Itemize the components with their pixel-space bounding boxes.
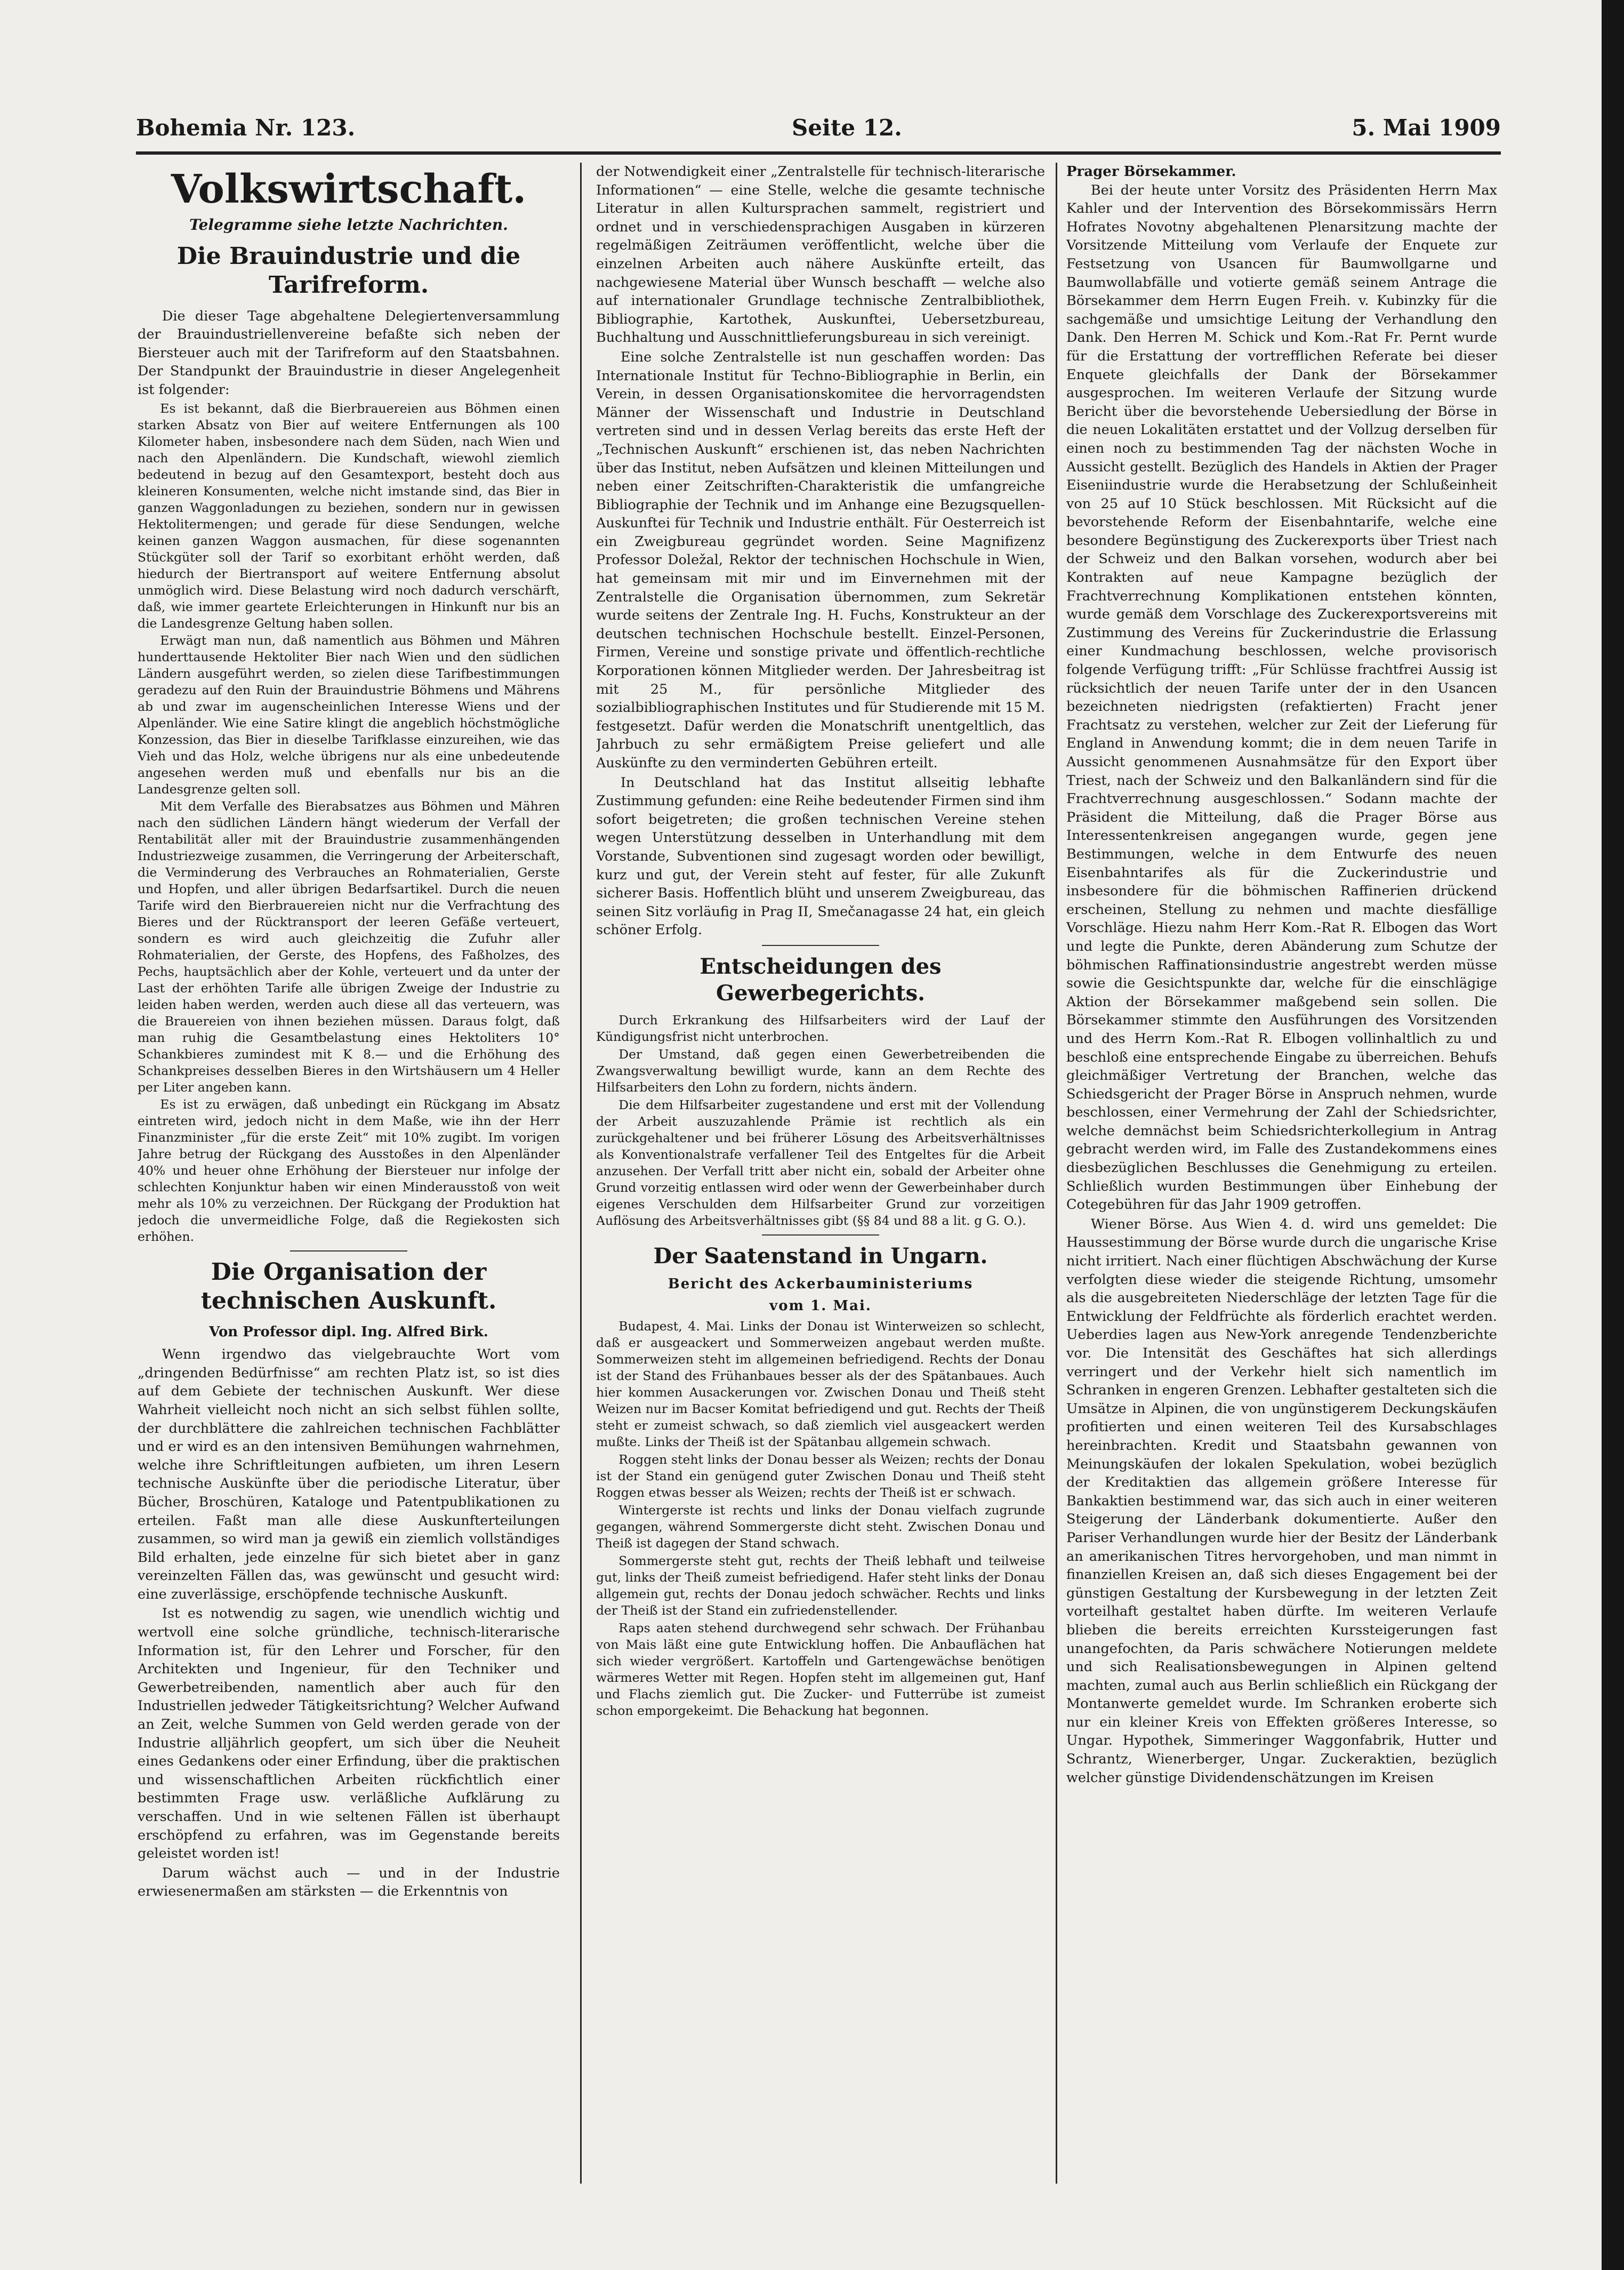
section-rule xyxy=(762,945,879,946)
header-date: 5. Mai 1909 xyxy=(1352,115,1501,141)
article-paragraph: Roggen steht links der Donau besser als Weizen; rechts der Donau ist der Stand ein genügend guter Zwischen Donau und Theiß steht Roggen etwas besser als Weizen; rechts der Theiß ist er schwach. xyxy=(596,1452,1045,1501)
column-2 xyxy=(596,163,1045,2184)
article-paragraph: Bei der heute unter Vorsitz des Präsidenten Herrn Max Kahler und der Intervention des Börsekommissärs Herrn Hofrates Novotny abgehaltenen Plenarsitzung machte der Vorsitzende Mitteilung vom Verlaufe der Enquete zur Festsetzung von Usancen für Baumwollgarne und Baumwollabfälle und votierte gemäß seinem Antrage die Börsekammer dem Herrn Eugen Freih. v. Kubinzky für die sachgemäße und umsichtige Leitung der Verhandlung den Dank. Den Herren M. Schick und Kom.-Rat Fr. Pernt wurde für die Erstattung der vortrefflichen Referate bei dieser Enquete gleichfalls der Dank der Börsekammer ausgesprochen. Im weiteren Verlaufe der Sitzung wurde Bericht über die bevorstehende Uebersiedlung der Börse in die neuen Lokalitäten erstattet und der Vollzug derselben für einen noch zu bestimmenden Tag der nächsten Woche in Aussicht gestellt. Bezüglich des Handels in Aktien der Prager Eiseniindustrie wurde die Herabsetzung der Schlußeinheit von 25 auf 10 Stück beschlossen. Mit Rücksicht auf die bevorstehende Reform der Eisenbahntarife, welche eine besondere Begünstigung des Zuckerexports über Triest nach der Schweiz und den Balkan vorsehen, wodurch aber bei Kontrakten auf neue Kampagne bezüglich der Frachtverrechnung Komplikationen entstehen könnten, wurde gemäß dem Vorschlage des Zuckerexportsvereins mit Zustimmung des Vereins für Zuckerindustrie die Erlassung einer Kundmachung beschlossen, welche provisorisch folgende Verfügung trifft: „Für Schlüsse frachtfrei Aussig ist rücksichtlich der neuen Tarife unter der in den Usancen bezeichneten niedrigsten (refaktierten) Fracht jener Frachtsatz zu verstehen, welcher zur Zeit der Lieferung für England in Anwendung kommt; die in dem neuen Tarife in Aussicht genommenen Ausnahmsätze für den Export über Triest, nach der Schweiz und den Balkanländern sind für die Frachtverrechnung ausgeschlossen.“ Sodann machte der Präsident die Mitteilung, daß die Prager Börse aus Interessentenkreisen angegangen wurde, gegen jene Bestimmungen, welche in dem Entwurfe des neuen Eisenbahntarifes als für die Zuckerindustrie und insbesondere für die böhmischen Raffinerien drückend erscheinen, Stellung zu nehmen und machte diesfällige Vorschläge. Hiezu nahm Herr Kom.-Rat R. Elbogen das Wort und legte die Punkte, deren Abänderung zum Schutze der böhmischen Raffinationsindustrie angestrebt werden müsse sowie die Gesichtspunkte dar, welche für die einschlägige Aktion der Börsekammer maßgebend sein sollen. Die Börsekammer stimmte den Ausführungen des Vorsitzenden und des Herrn Kom.-Rat R. Elbogen vollinhaltlich zu und beschloß eine entsprechende Eingabe zu überreichen. Behufs gleichmäßiger Vertretung der Branchen, welche das Schiedsgericht der Prager Börse in Anspruch nehmen, wurde beschlossen, einer Vermehrung der Zahl der Schiedsrichter, welche demnächst beim Schiedsrichterkollegium in Antrag gebracht werden wird, im Falle des Zustandekommens eines diesbezüglichen Beschlusses die Genehmigung zu erteilen. Schließlich wurden Bestimmungen über Einhebung der Cotegebühren für das Jahr 1909 getroffen. xyxy=(1066,182,1497,1213)
section-rule xyxy=(290,1250,407,1252)
article-subheading: vom 1. Mai. xyxy=(769,1297,872,1314)
article-title-brauindustrie: Die Brauindustrie und die Tarifreform. xyxy=(176,242,521,299)
article-paragraph: Darum wächst auch — und in der Industrie erwiesenermaßen am stärksten — die Erkenntnis von xyxy=(138,1865,560,1900)
column-divider-2 xyxy=(1056,163,1057,2184)
article-paragraph: Sommergerste steht gut, rechts der Theiß lebhaft und teilweise gut, links der Theiß zumeist befriedigend. Hafer steht links der Donau allgemein gut, rechts der Donau jedoch schwächer. Rechts und links der Theiß ist der Stand ein zufriedenstellender. xyxy=(596,1553,1045,1618)
section-rule xyxy=(762,1234,879,1236)
article-paragraph: Mit dem Verfalle des Bierabsatzes aus Böhmen und Mähren nach den südlichen Ländern hängt wiederum der Verfall der Rentabilität aller mit der Brauindustrie zusammenhängenden Industriezweige zusammen, die Verringerung der Arbeiterschaft, die Verminderung des Verbrauches an Rohmaterialien, Gerste und Hopfen, und aller übrigen Bedarfsartikel. Durch die neuen Tarife wird den Bierbrauereien nicht nur die Verfrachtung des Bieres und der Rücktransport der leeren Gefäße verteuert, sondern es wird auch gleichzeitig die Zufuhr aller Rohmaterialien, der Gerste, des Hopfens, des Faßholzes, des Pechs, hauptsächlich aber der Kohle, verteuert und da unter der Last der erhöhten Tarife alle übrigen Zweige der Industrie zu leiden haben werden, werden auch diese all das verteuern, was die Brauereien von ihnen beziehen müssen. Daraus folgt, daß man ruhig die Gesamtbelastung eines Hektoliters 10° Schankbieres zumindest mit K 8.— und die Erhöhung des Schankpreises desselben Bieres in den Wirtshäusern um 4 Heller per Liter angeben kann. xyxy=(138,798,560,1095)
column-3 xyxy=(1066,163,1497,2184)
page-header xyxy=(136,115,1501,152)
column-1 xyxy=(138,163,560,2184)
header-issue: Bohemia Nr. 123. xyxy=(136,115,356,141)
article-paragraph: Der Umstand, daß gegen einen Gewerbetreibenden die Zwangsverwaltung bewilligt wurde, kann an dem Rechte des Hilfsarbeiters den Lohn zu fordern, nichts ändern. xyxy=(596,1046,1045,1095)
article-paragraph: der Notwendigkeit einer „Zentralstelle für technisch-literarische Informationen“ — eine Stelle, welche die gesamte technische Literatur in allen Kultursprachen sammelt, registriert und ordnet und in verschiedensprachigen Ausgaben in kürzeren regelmäßigen Zeiträumen veröffentlicht, welche über die einzelnen Arbeiten auch nähere Auskünfte erteilt, das nachgewiesene Material über Wunsch beschafft — welche also auf internationaler Grundlage technische Zentralbibliothek, Bibliographie, Kartothek, Auskunftei, Uebersetzbureau, Buchhaltung und Ausschnittlieferungsbureau in sich vereinigt. xyxy=(596,164,1045,346)
article-subheading: Bericht des Ackerbauministeriums xyxy=(668,1276,974,1292)
article-paragraph: Wenn irgendwo das vielgebrauchte Wort vom „dringenden Bedürfnisse“ am rechten Platz ist, so ist dies auf dem Gebiete der technischen Auskunft. Wer diese Wahrheit vielleicht noch nicht an sich selbst fühlen sollte, der durchblättere die zahlreichen technischen Fachblätter und er wird es an den intensiven Bemühungen wahrnehmen, welche ihre Schriftleitungen aufbieten, um ihren Lesern technische Auskünfte über die periodische Literatur, über Bücher, Broschüren, Kataloge und Patentpublikationen zu erteilen. Faßt man alle diese Auskunfterteilungen zusammen, so wird man ja gewiß ein ziemlich vollständiges Bild erhalten, jede einzelne für sich bietet aber in ganz vereinzelten Fällen das, was gewünscht und gesucht wird: eine zuverlässige, erschöpfende technische Auskunft. xyxy=(138,1346,560,1602)
article-paragraph: Durch Erkrankung des Hilfsarbeiters wird der Lauf der Kündigungsfrist nicht unterbrochen. xyxy=(596,1012,1045,1044)
article-paragraph: Die dieser Tage abgehaltene Delegiertenversammlung der Brauindustriellenvereine befaßte sich neben der Biersteuer auch mit der Tarifreform auf den Staatsbahnen. Der Standpunkt der Brauindustrie in dieser Angelegenheit ist folgender: xyxy=(138,308,560,398)
column-divider-1 xyxy=(580,163,582,2184)
article-title-gewerbegericht: Entscheidungen des Gewerbegerichts. xyxy=(700,953,942,1006)
article-title-saatenstand: Der Saatenstand in Ungarn. xyxy=(653,1243,988,1269)
article-title-organisation: Die Organisation der technischen Auskunft. xyxy=(200,1258,497,1314)
article-paragraph: Budapest, 4. Mai. Links der Donau ist Winterweizen so schlecht, daß er ausgeackert und Sommerweizen angebaut werden mußte. Sommerweizen steht im allgemeinen befriedigend. Rechts der Donau ist der Stand des Frühanbaues besser als der des Spätanbaues. Auch hier kommen Ausackerungen vor. Zwischen Donau und Theiß steht Weizen nur im Bacser Komitat befriedigend und gut. Rechts der Theiß steht er zumeist schwach, so daß ziemlich viel ausgeackert werden mußte. Links der Theiß ist der Spätanbau allgemein schwach. xyxy=(596,1319,1045,1450)
article-paragraph: Es ist zu erwägen, daß unbedingt ein Rückgang im Absatz eintreten wird, jedoch nicht in dem Maße, wie ihn der Herr Finanzminister „für die erste Zeit“ mit 10% zugibt. Im vorigen Jahre betrug der Rückgang des Ausstoßes in den Alpenländer 40% und heuer ohne Erhöhung der Biersteuer nur infolge der schlechten Konjunktur haben wir einen Minderausstoß von weit mehr als 10% zu verzeichnen. Der Rückgang der Produktion hat jedoch die unvermeidliche Folge, daß die Regiekosten sich erhöhen. xyxy=(138,1096,560,1244)
article-byline: Von Professor dipl. Ing. Alfred Birk. xyxy=(209,1324,488,1340)
scan-border xyxy=(1602,0,1624,2270)
article-paragraph: Die dem Hilfsarbeiter zugestandene und erst mit der Vollendung der Arbeit auszuzahlende Prämie ist rechtlich als ein zurückgehaltener und bei früherer Lösung des Arbeitsverhältnisses als Konventionalstrafe verfallener Teil des Entgeltes für die Arbeit anzusehen. Der Verfall tritt aber nicht ein, sobald der Arbeiter ohne Grund vorzeitig entlassen wird oder wenn der Gewerbeinhaber durch eigenes Verschulden dem Hilfsarbeiter Grund zur vorzeitigen Auflösung des Arbeitsverhältnisses gibt (§§ 84 und 88 a lit. g G. O.). xyxy=(596,1097,1045,1228)
article-paragraph: Erwägt man nun, daß namentlich aus Böhmen und Mähren hunderttausende Hektoliter Bier nach Wien und den südlichen Ländern ausgeführt werden, so zielen diese Tarifbestimmungen geradezu auf den Ruin der Brauindustrie Böhmens und Mährens ab und zwar im augenscheinlichen Interesse Wiens und der Alpenländer. Wie eine Satire klingt die angeblich höchstmögliche Konzession, das Bier in dieselbe Tarifklasse einzureihen, wie das Vieh und das Holz, welche übrigens nur als eine unbedeutende angesehen werden muß und ebenfalls nur bis an die Landesgrenze gelten soll. xyxy=(138,632,560,797)
article-paragraph: Raps aaten stehend durchwegend sehr schwach. Der Frühanbau von Mais läßt eine gute Entwicklung hoffen. Die Anbauflächen hat sich wieder vergrößert. Kartoffeln und Gartengewächse benötigen wärmeres Wetter mit Regen. Hopfen steht im allgemeinen gut, Hanf und Flachs ziemlich gut. Die Zucker- und Futterrübe ist zumeist schon emporgekeimt. Die Behackung hat begonnen. xyxy=(596,1621,1045,1719)
article-title-boersekammer: Prager Börsekammer. xyxy=(1066,164,1236,180)
article-paragraph: Wintergerste ist rechts und links der Donau vielfach zugrunde gegangen, während Sommergerste dicht steht. Zwischen Donau und Theiß ist dagegen der Stand schwach. xyxy=(596,1503,1045,1551)
section-title: Volkswirtschaft. xyxy=(171,166,527,212)
article-paragraph: Eine solche Zentralstelle ist nun geschaffen worden: Das Internationale Institut für Techno-Bibliographie in Berlin, ein Verein, in dessen Organisationskomitee die hervorragendsten Männer der Wissenschaft und Industrie in Deutschland vertreten sind und in dessen Verlag bereits das erste Heft der „Technischen Auskunft“ erschienen ist, das neben Nachrichten über das Institut, neben Aufsätzen und kleinen Mitteilungen und neben einer Zeitschriften-Charakteristik die umfangreiche Bibliographie der Technik und im Anhange eine Bezugsquellen-Auskunftei für Technik und Industrie enthält. Für Oesterreich ist ein Zweigbureau gegründet worden. Seine Magnifizenz Professor Doležal, Rektor der technischen Hochschule in Wien, hat gemeinsam mit mir und im Einvernehmen mit der Zentralstelle die Organisation übernommen, zum Sekretär wurde seitens der Zentrale Ing. H. Fuchs, Konstrukteur an der deutschen technischen Hochschule bestellt. Einzel-Personen, Firmen, Vereine und sonstige private und öffentlich-rechtliche Korporationen können Mitglieder werden. Der Jahresbeitrag ist mit 25 M., für persönliche Mitglieder des sozialbibliographischen Institutes und für Studierende mit 15 M. festgesetzt. Dafür werden die Monatschrift unentgeltlich, das Jahrbuch zu sehr ermäßigtem Preise geliefert und alle Auskünfte zu den verminderten Gebühren erteilt. xyxy=(596,349,1045,771)
telegram-note: Telegramme siehe letzte Nachrichten. xyxy=(189,216,508,234)
header-rule xyxy=(136,151,1501,155)
header-page-number: Seite 12. xyxy=(792,115,902,141)
article-paragraph: Ist es notwendig zu sagen, wie unendlich wichtig und wertvoll eine solche gründliche, technisch-literarische Information ist, für den Lehrer und Forscher, für den Architekten und Ingenieur, für den Techniker und Gewerbetreibenden, namentlich aber auch für den Industriellen jedweder Tätigkeitsrichtung? Welcher Aufwand an Zeit, welche Summen von Geld werden gerade von der Industrie alljährlich geopfert, um sich über die Neuheit eines Gedankens oder einer Erfindung, über die praktischen und wissenschaftlichen Arbeiten rückfichtlich einer bestimmten Frage usw. verläßliche Aufklärung zu verschaffen. Und in wie seltenen Fällen ist überhaupt erschöpfend zu erfahren, was im Gegenstande bereits geleistet worden ist! xyxy=(138,1606,560,1862)
article-paragraph: In Deutschland hat das Institut allseitig lebhafte Zustimmung gefunden: eine Reihe bedeutender Firmen sind ihm sofort beigetreten; die großen technischen Vereine stehen wegen Unterstützung desselben in Unterhandlung mit dem Vorstande, Subventionen sind zugesagt worden oder bewilligt, kurz und gut, der Verein steht auf fester, für alle Zukunft sicherer Basis. Hoffentlich blüht und unserem Zweigbureau, das seinen Sitz vorläufig in Prag II, Smečanagasse 24 hat, ein gleich schöner Erfolg. xyxy=(596,774,1045,939)
article-paragraph: Wiener Börse. Aus Wien 4. d. wird uns gemeldet: Die Haussestimmung der Börse wurde durch die ungarische Krise nicht irritiert. Nach einer flüchtigen Abschwächung der Kurse verfolgten diese wieder die steigende Richtung, umsomehr als die ausgebreiteten Niederschläge der letzten Tage für die Entwicklung der Feldfrüchte als förderlich erachtet werden. Ueberdies lagen aus New-York anregende Tendenzberichte vor. Die Intensität des Geschäftes hat sich allerdings verringert und der Verkehr hielt sich namentlich im Schranken in engeren Grenzen. Lebhafter gestalteten sich die Umsätze in Alpinen, die von ungünstigerem Deckungskäufen profitierten und einen weiteren Teil des Kursabschlages hereinbrachten. Kredit und Staatsbahn gewannen von Meinungskäufen der lokalen Spekulation, wobei bezüglich der Kreditaktien das allgemein größere Interesse für Bankaktien bestimmend war, das sich auch in einer weiteren Steigerung der Länderbank dokumentierte. Außer den Pariser Verhandlungen wurde hier der Besitz der Länderbank an amerikanischen Titres hervorgehoben, und man nimmt in finanziellen Kreisen an, daß sich dieses Engagement bei der günstigen Gestaltung der Kursbewegung in der letzten Zeit vorteilhaft gestaltet haben dürfte. Im weiteren Verlaufe blieben die bereits erreichten Kurssteigerungen fast unangefochten, da Paris schwächere Notierungen meldete und sich Realisationsbewegungen in Alpinen geltend machten, zumal auch aus Berlin schließlich ein Rückgang der Montanwerte gemeldet wurde. Im Schranken eroberte sich nur ein kleiner Kreis von Effekten größeres Interesse, so Ungar. Hypothek, Simmeringer Waggonfabrik, Hutter und Schrantz, Wienerberger, Ungar. Zuckeraktien, bezüglich welcher günstige Dividendenschätzungen im Kreisen xyxy=(1066,1216,1497,1786)
article-paragraph: Es ist bekannt, daß die Bierbrauereien aus Böhmen einen starken Absatz von Bier auf weitere Entfernungen als 100 Kilometer haben, insbesondere nach dem Süden, nach Wien und nach den Alpenländern. Die Kundschaft, wiewohl ziemlich bedeutend in bezug auf den Gesamtexport, besteht doch aus kleineren Konsumenten, welche nicht imstande sind, das Bier in ganzen Waggonladungen zu beziehen, sondern nur in gewissen Hektolitermengen; und gerade für diese Sendungen, welche keinen ganzen Waggon ausmachen, für diese sogenannten Stückgüter soll der Tarif so exorbitant erhöht werden, daß hiedurch der Biertransport auf weitere Entfernung absolut unmöglich wird. Diese Belastung wird noch dadurch verschärft, daß, wie immer geartete Erleichterungen in Hinkunft nur bis an die Landesgrenze Geltung haben sollen. xyxy=(138,400,560,631)
